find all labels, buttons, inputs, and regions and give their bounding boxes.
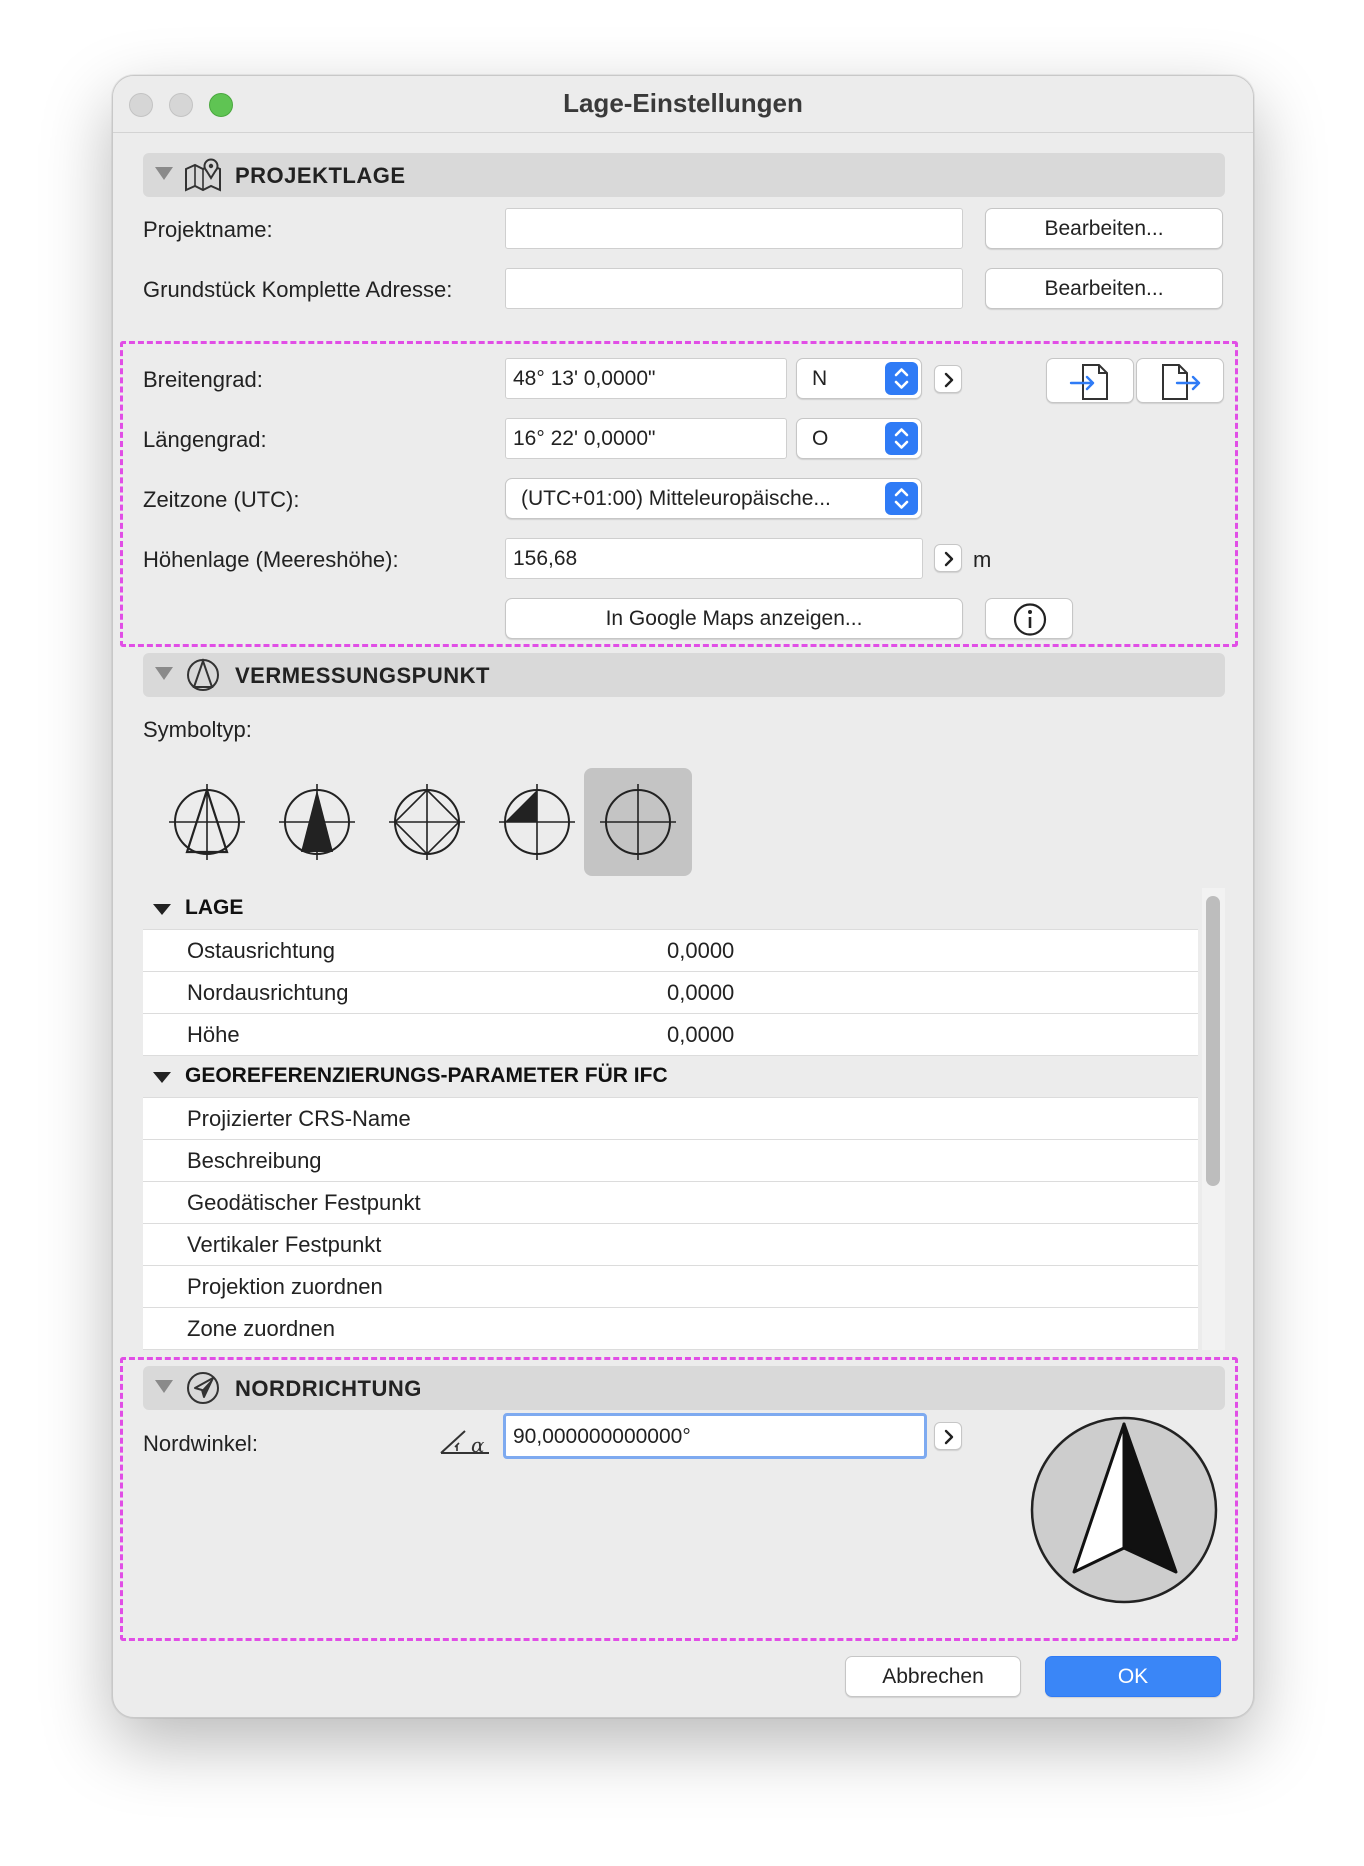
row-key: Ostausrichtung	[187, 938, 335, 963]
export-file-icon	[1137, 359, 1225, 404]
section-title: NORDRICHTUNG	[235, 1376, 422, 1401]
disclosure-triangle-icon[interactable]	[155, 667, 173, 680]
chevron-right-icon	[935, 366, 963, 394]
breitengrad-direction-select[interactable]	[796, 358, 922, 399]
expand-triangle-icon[interactable]	[153, 904, 171, 915]
symbol-option-1[interactable]	[153, 768, 261, 876]
survey-symbol-quadrant-icon	[483, 768, 591, 876]
group-lage[interactable]	[143, 888, 1198, 930]
row-value[interactable]: 0,0000	[667, 980, 735, 1005]
row-key: Projektion zuordnen	[187, 1274, 383, 1299]
row-key: Nordausrichtung	[187, 980, 349, 1005]
row-key: Beschreibung	[187, 1148, 322, 1173]
cancel-button[interactable]: Abbrechen	[845, 1656, 1021, 1697]
hoehenlage-more-button[interactable]	[934, 544, 962, 572]
stepper-arrows-icon	[885, 422, 918, 455]
angle-alpha-icon	[437, 1421, 497, 1461]
survey-symbol-crosshair-icon	[584, 768, 692, 876]
edit-projektname-button[interactable]: Bearbeiten...	[985, 208, 1223, 249]
row-key: Projizierter CRS-Name	[187, 1106, 411, 1131]
row-key: Geodätischer Festpunkt	[187, 1190, 421, 1215]
import-location-button[interactable]	[1046, 358, 1134, 403]
symboltyp-label: Symboltyp:	[143, 717, 252, 742]
table-row[interactable]	[143, 1014, 1198, 1056]
projektname-input[interactable]	[505, 208, 963, 249]
select-value: N	[812, 367, 828, 390]
survey-point-icon	[183, 657, 223, 693]
section-title: PROJEKTLAGE	[235, 163, 406, 188]
symbol-option-4[interactable]	[483, 768, 591, 876]
north-arrow-preview-icon	[1030, 1416, 1218, 1604]
window-title: Lage-Einstellungen	[563, 88, 803, 118]
chevron-right-icon	[935, 1423, 963, 1451]
group-title: GEOREFERENZIERUNGS-PARAMETER FÜR IFC	[185, 1064, 668, 1087]
stepper-arrows-icon	[885, 362, 918, 395]
symbol-option-5[interactable]	[584, 768, 692, 876]
symbol-option-3[interactable]	[373, 768, 481, 876]
table-row[interactable]	[143, 930, 1198, 972]
settings-window	[112, 75, 1254, 1718]
chevron-right-icon	[935, 545, 963, 573]
survey-symbol-filled-triangle-icon	[263, 768, 371, 876]
map-pin-icon	[183, 157, 223, 193]
title-bar	[113, 76, 1253, 133]
section-projektlage[interactable]	[143, 153, 1225, 197]
projektname-label: Projektname:	[143, 217, 273, 242]
import-file-icon	[1047, 359, 1135, 404]
group-georeferenzierung[interactable]	[143, 1056, 1198, 1098]
compass-arrow-icon	[183, 1370, 223, 1406]
expand-triangle-icon[interactable]	[153, 1072, 171, 1083]
laengengrad-label: Längengrad:	[143, 427, 267, 452]
section-vermessungspunkt[interactable]	[143, 653, 1225, 697]
row-value[interactable]: 0,0000	[667, 938, 735, 963]
nordwinkel-more-button[interactable]	[934, 1422, 962, 1450]
laengengrad-direction-select[interactable]	[796, 418, 922, 459]
row-key: Zone zuordnen	[187, 1316, 335, 1341]
edit-adresse-button[interactable]: Bearbeiten...	[985, 268, 1223, 309]
disclosure-triangle-icon[interactable]	[155, 167, 173, 180]
hoehenlage-input[interactable]: 156,68	[505, 538, 923, 579]
table-row[interactable]	[143, 1182, 1198, 1224]
hoehenlage-unit: m	[973, 547, 992, 572]
laengengrad-input[interactable]: 16° 22' 0,0000"	[505, 418, 787, 459]
table-row[interactable]	[143, 972, 1198, 1014]
export-location-button[interactable]	[1136, 358, 1224, 403]
select-value: (UTC+01:00) Mitteleuropäische...	[521, 487, 831, 510]
survey-symbol-triangle-icon	[153, 768, 261, 876]
table-row[interactable]	[143, 1224, 1198, 1266]
nordwinkel-label: Nordwinkel:	[143, 1431, 258, 1456]
info-icon	[986, 599, 1074, 640]
hoehenlage-label: Höhenlage (Meereshöhe):	[143, 547, 399, 572]
adresse-label: Grundstück Komplette Adresse:	[143, 277, 453, 302]
survey-symbol-diamond-icon	[373, 768, 481, 876]
zeitzone-label: Zeitzone (UTC):	[143, 487, 300, 512]
symbol-option-2[interactable]	[263, 768, 371, 876]
select-value: O	[812, 427, 829, 450]
table-row[interactable]	[143, 1266, 1198, 1308]
ok-button[interactable]: OK	[1045, 1656, 1221, 1697]
scrollbar-thumb[interactable]	[1206, 896, 1220, 1186]
row-key: Höhe	[187, 1022, 240, 1047]
google-maps-button[interactable]: In Google Maps anzeigen...	[505, 598, 963, 639]
table-row[interactable]	[143, 1098, 1198, 1140]
breitengrad-label: Breitengrad:	[143, 367, 263, 392]
row-value[interactable]: 0,0000	[667, 1022, 735, 1047]
breitengrad-input[interactable]: 48° 13' 0,0000"	[505, 358, 787, 399]
group-title: LAGE	[185, 896, 244, 919]
table-row[interactable]	[143, 1308, 1198, 1350]
adresse-input[interactable]	[505, 268, 963, 309]
breitengrad-more-button[interactable]	[934, 365, 962, 393]
svg-text:α: α	[471, 1433, 485, 1457]
section-nordrichtung[interactable]	[143, 1366, 1225, 1410]
nordwinkel-input[interactable]: 90,000000000000°	[503, 1413, 927, 1459]
info-button[interactable]	[985, 598, 1073, 639]
zeitzone-select[interactable]	[505, 478, 922, 519]
disclosure-triangle-icon[interactable]	[155, 1380, 173, 1393]
section-title: VERMESSUNGSPUNKT	[235, 663, 490, 688]
row-key: Vertikaler Festpunkt	[187, 1232, 382, 1257]
table-row[interactable]	[143, 1140, 1198, 1182]
stepper-arrows-icon	[885, 482, 918, 515]
